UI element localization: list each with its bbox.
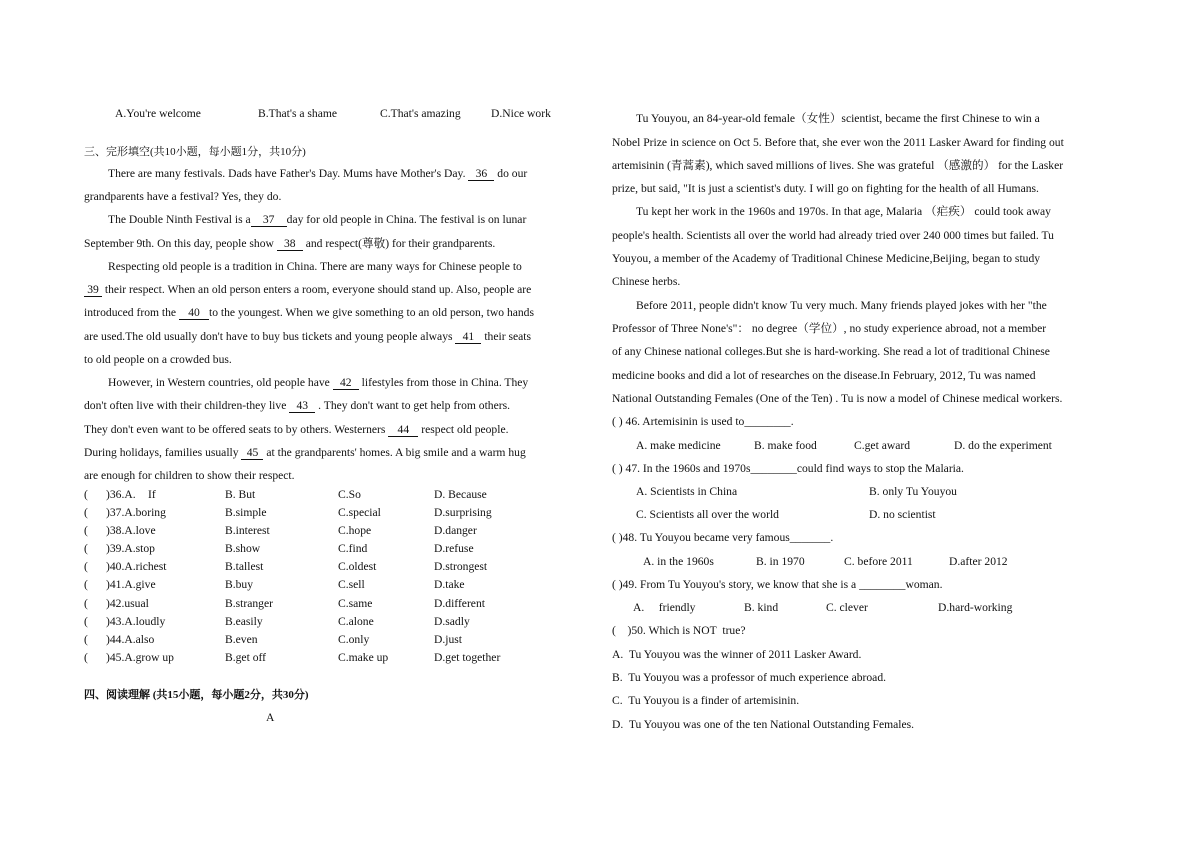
q49-option-b: B. kind [744,601,779,614]
passage-line-8: Chinese herbs. [612,275,681,288]
cloze-row-option-c: C.only [338,633,370,646]
q50-option-c: C. Tu Youyou is a finder of artemisinin. [612,694,800,707]
cloze-row-question: )41.A.give [106,578,156,591]
cloze-row-option-b: B.simple [225,506,267,519]
q47-option-c: C. Scientists all over the world [636,508,779,521]
cloze-line-2: grandparents have a festival? Yes, they do. [84,190,282,203]
passage-line-5: Tu kept her work in the 1960s and 1970s. In that age, Malaria （疟疾） could took away [636,205,1051,218]
cloze-row-option-c: C.sell [338,578,365,591]
cloze-row-option-d: D.surprising [434,506,492,519]
cloze-row-paren: ( [84,542,88,555]
q49-option-a: A. friendly [633,601,696,614]
cloze-row-paren: ( [84,560,88,573]
cloze-row-option-b: B.interest [225,524,270,537]
cloze-row-question: )43.A.loudly [106,615,166,628]
cloze-row-option-c: C.oldest [338,560,377,573]
q46-option-a: A. make medicine [636,439,721,452]
cloze-row-option-b: B.easily [225,615,263,628]
option-b: B.That's a shame [258,107,338,120]
question-48: ( )48. Tu Youyou became very famous_______. [612,531,834,544]
cloze-row-option-d: D.get together [434,651,501,664]
cloze-row-question: )45.A.grow up [106,651,174,664]
cloze-line-10: However, in Western countries, old people have 42 lifestyles from those in China. They [108,376,529,389]
passage-line-6: people's health. Scientists all over the world had already tried over 240 000 times but failed. Tu [612,229,1054,242]
cloze-line-1: There are many festivals. Dads have Father's Day. Mums have Mother's Day. 36 do our [108,167,528,180]
cloze-line-7: introduced from the 40 to the youngest. When we give something to an old person, two hands [84,306,534,319]
cloze-row-option-b: B.get off [225,651,267,664]
question-50: ( )50. Which is NOT true? [612,624,746,637]
cloze-line-11: don't often live with their children-they live 43 . They don't want to get help from others. [84,399,511,412]
cloze-line-12: They don't even want to be offered seats to by others. Westerners 44 respect old people. [84,423,509,436]
passage-label: A [266,711,275,724]
cloze-row-option-d: D.take [434,578,465,591]
cloze-line-8: are used.The old usually don't have to buy bus tickets and young people always 41 their seats [84,330,531,343]
cloze-row-paren: ( [84,615,88,628]
passage-line-12: medicine books and did a lot of researches on the disease.In February, 2012, Tu was named [612,369,1036,382]
section4-title: 四、阅读理解 (共15小题，每小题2分，共30分) [84,689,309,701]
passage-line-13: National Outstanding Females (One of the Ten) . Tu is now a model of Chinese medical workers. [612,392,1063,405]
cloze-row-question: )36.A. [106,488,136,501]
cloze-line-14: are enough for children to show their respect. [84,469,295,482]
q46-option-b: B. make food [754,439,817,452]
cloze-line-4: September 9th. On this day, people show 38 and respect(尊敬) for their grandparents. [84,237,496,250]
q50-option-a: A. Tu Youyou was the winner of 2011 Lasker Award. [612,648,862,661]
cloze-row-paren: ( [84,506,88,519]
cloze-row-option-c: C.So [338,488,361,501]
cloze-row-option-c: C.hope [338,524,372,537]
passage-line-7: Youyou, a member of the Academy of Traditional Chinese Medicine,Beijing, began to study [612,252,1041,265]
cloze-row-paren: ( [84,524,88,537]
cloze-row-question: )39.A.stop [106,542,155,555]
cloze-row-option-d: D.strongest [434,560,488,573]
passage-line-2: Nobel Prize in science on Oct 5. Before that, she ever won the 2011 Lasker Award for finding out [612,136,1064,149]
cloze-row-option-b: B. But [225,488,256,501]
q46-option-d: D. do the experiment [954,439,1052,452]
cloze-row-option-c: C.special [338,506,381,519]
option-a: A.You're welcome [115,107,201,120]
q48-option-b: B. in 1970 [756,555,805,568]
cloze-row-option-b: B.show [225,542,261,555]
cloze-row-option-c: C.alone [338,615,374,628]
cloze-row-paren: ( [84,651,88,664]
question-47: ( ) 47. In the 1960s and 1970s________could find ways to stop the Malaria. [612,462,964,475]
q47-option-d: D. no scientist [869,508,936,521]
q50-option-d: D. Tu Youyou was one of the ten National Outstanding Females. [612,718,915,731]
cloze-row-option-d: D.refuse [434,542,474,555]
cloze-row-paren: ( [84,578,88,591]
cloze-line-13: During holidays, families usually 45 at the grandparents' homes. A big smile and a warm hug [84,446,526,459]
q48-option-a: A. in the 1960s [643,555,714,568]
q48-option-c: C. before 2011 [844,555,913,568]
cloze-row-option-b: B.buy [225,578,254,591]
cloze-line-6: 39 their respect. When an old person enters a room, everyone should stand up. Also, people are [84,283,531,297]
cloze-row-option-d: D.different [434,597,485,610]
q48-option-d: D.after 2012 [949,555,1008,568]
q46-option-c: C.get award [854,439,911,452]
passage-line-1: Tu Youyou, an 84-year-old female（女性）scientist, became the first Chinese to win a [636,112,1040,125]
cloze-row-option-c: C.same [338,597,373,610]
question-46: ( ) 46. Artemisinin is used to________. [612,415,794,428]
passage-line-11: of any Chinese national colleges.But she is hard-working. She read a lot of traditional Chinese [612,345,1050,358]
cloze-row-question: )38.A.love [106,524,156,537]
cloze-row-question: )42.usual [106,597,149,610]
passage-line-9: Before 2011, people didn't know Tu very much. Many friends played jokes with her "the [636,299,1047,312]
q49-option-d: D.hard-working [938,601,1013,614]
section3-title: 三、完形填空(共10小题，每小题1分，共10分) [84,146,306,158]
cloze-row-option-c: C.make up [338,651,389,664]
cloze-row-option-b: B.even [225,633,258,646]
passage-line-3: artemisinin (青蒿素), which saved millions of lives. She was grateful （感激的） for the Lasker [612,159,1064,172]
cloze-row-option-b: B.stranger [225,597,273,610]
cloze-row-option-d: D. Because [434,488,487,501]
cloze-row-option-b: B.tallest [225,560,264,573]
q50-option-b: B. Tu Youyou was a professor of much experience abroad. [612,671,887,684]
cloze-row-option-a: If [148,488,156,501]
option-c: C.That's amazing [380,107,461,120]
passage-line-4: prize, but said, "It is just a scientist's duty. I will go on fighting for the health of all Humans. [612,182,1039,195]
option-d: D.Nice work [491,107,551,120]
cloze-row-paren: ( [84,597,88,610]
cloze-row-question: )37.A.boring [106,506,166,519]
cloze-row-paren: ( [84,633,88,646]
cloze-line-5: Respecting old people is a tradition in China. There are many ways for Chinese people to [108,260,522,273]
q47-option-a: A. Scientists in China [636,485,738,498]
cloze-row-question: )40.A.richest [106,560,167,573]
cloze-row-paren: ( [84,488,88,501]
cloze-row-option-d: D.just [434,633,463,646]
passage-line-10: Professor of Three None's"： no degree（学位）, no study experience abroad, not a member [612,322,1047,335]
cloze-line-3: The Double Ninth Festival is a 37 day for old people in China. The festival is on lunar [108,213,527,226]
question-49: ( )49. From Tu Youyou's story, we know that she is a ________woman. [612,578,943,591]
cloze-row-option-c: C.find [338,542,368,555]
cloze-row-question: )44.A.also [106,633,155,646]
q49-option-c: C. clever [826,601,868,614]
cloze-row-option-d: D.danger [434,524,477,537]
cloze-line-9: to old people on a crowded bus. [84,353,232,366]
cloze-row-option-d: D.sadly [434,615,470,628]
q47-option-b: B. only Tu Youyou [869,485,957,498]
